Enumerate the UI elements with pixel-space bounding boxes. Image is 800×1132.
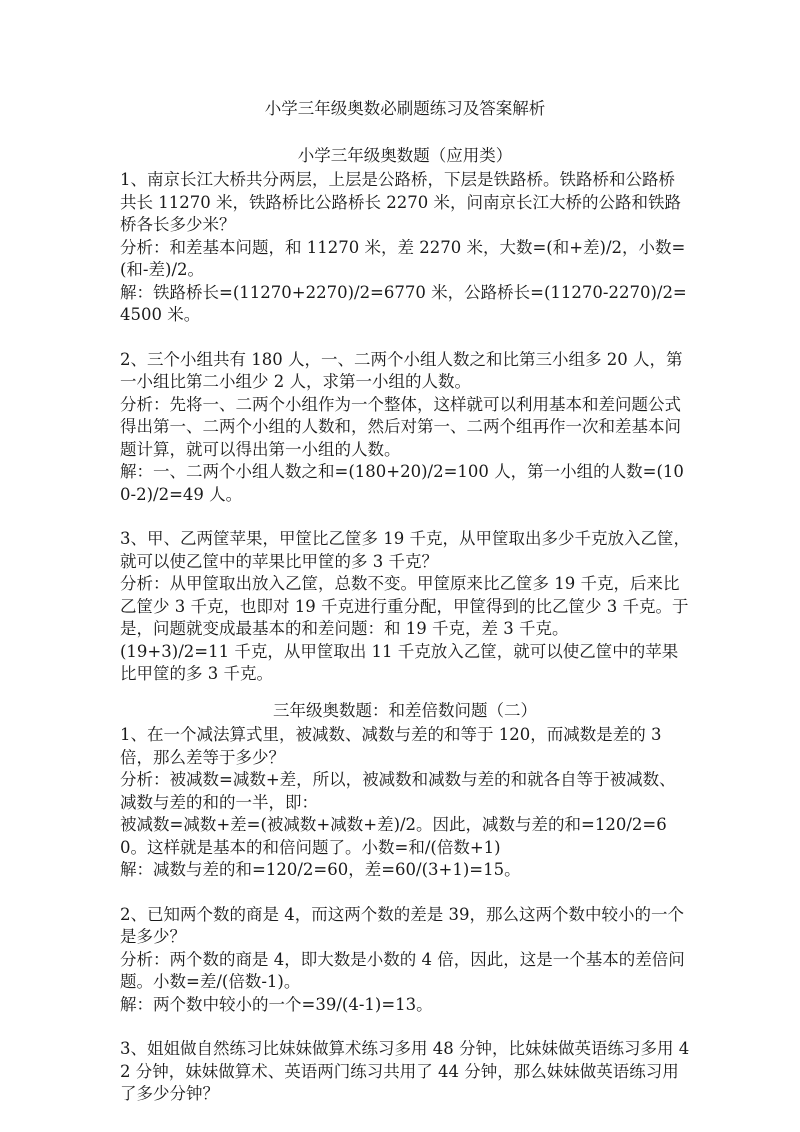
problem-solution: 解：两个数中较小的一个=39/(4-1)=13。 <box>120 994 433 1014</box>
document-title: 小学三年级奥数必刷题练习及答案解析 <box>264 99 546 118</box>
problem-solution: 解：铁路桥长=(11270+2270)/2=6770 米，公路桥长=(11270-2270)/2=4500 米。 <box>120 282 687 324</box>
section-applied <box>120 145 690 686</box>
document-content <box>120 98 690 1128</box>
problem-question: 2、已知两个数的商是 4，而这两个数的差是 39，那么这两个数中较小的一个是多少？ <box>120 904 684 946</box>
section-sum-difference-multiple <box>120 700 690 1106</box>
problem-2 <box>120 349 690 507</box>
section-heading: 三年级奥数题：和差倍数问题（二） <box>273 700 537 720</box>
problem-analysis: 分析：从甲筐取出放入乙筐，总数不变。甲筐原来比乙筐多 19 千克，后来比乙筐少 3 千克，也即对 19 千克进行重分配，甲筐得到的比乙筐少 3 千克。于是，问题就变成最基本的和差问题：和 19 千克，差 3 千克。 <box>120 574 689 638</box>
problem-1 <box>120 724 690 882</box>
problem-solution: (19+3)/2=11 千克，从甲筐取出 11 千克放入乙筐，就可以使乙筐中的苹果比甲筐的多 3 千克。 <box>120 641 679 683</box>
problem-analysis: 分析：先将一、二两个小组作为一个整体，这样就可以利用基本和差问题公式得出第一、二两个小组的人数和，然后对第一、二两个组再作一次和差基本问题计算，就可以得出第一小组的人数。 <box>120 394 681 459</box>
problem-analysis-continued: 被减数=减数+差=(被减数+减数+差)/2。因此，减数与差的和=120/2=60。这样就是基本的和倍问题了。小数=和/(倍数+1) <box>120 815 667 857</box>
problem-solution: 解：一、二两个小组人数之和=(180+20)/2=100 人，第一小组的人数=(100-2)/2=49 人。 <box>120 462 684 504</box>
problem-2 <box>120 904 690 1017</box>
problem-3 <box>120 1038 690 1106</box>
problem-question: 1、在一个减法算式里，被减数、减数与差的和等于 120，而减数是差的 3 倍，那么差等于多少？ <box>120 725 662 767</box>
problem-solution: 解：减数与差的和=120/2=60，差=60/(3+1)=15。 <box>120 860 521 879</box>
problem-1 <box>120 169 690 327</box>
problem-analysis: 分析：被减数=减数+差，所以，被减数和减数与差的和就各自等于被减数、减数与差的和的一半，即： <box>120 770 676 812</box>
problem-question: 3、甲、乙两筐苹果，甲筐比乙筐多 19 千克，从甲筐取出多少千克放入乙筐，就可以使乙筐中的苹果比甲筐的多 3 千克？ <box>120 529 690 571</box>
problem-analysis: 分析：和差基本问题，和 11270 米，差 2270 米，大数=(和+差)/2，小数=(和-差)/2。 <box>120 237 686 279</box>
problem-analysis: 分析：两个数的商是 4，即大数是小数的 4 倍，因此，这是一个基本的差倍问题。小数=差/(倍数-1)。 <box>120 949 685 991</box>
problem-question: 3、姐姐做自然练习比妹妹做算术练习多用 48 分钟，比妹妹做英语练习多用 42 分钟，妹妹做算术、英语两门练习共用了 44 分钟，那么妹妹做英语练习用了多少分钟？ <box>120 1039 690 1103</box>
problem-3 <box>120 528 690 686</box>
problem-question: 1、南京长江大桥共分两层，上层是公路桥，下层是铁路桥。铁路桥和公路桥共长 11270 米，铁路桥比公路桥长 2270 米，问南京长江大桥的公路和铁路桥各长多少米？ <box>120 170 681 234</box>
section-heading: 小学三年级奥数题（应用类） <box>297 145 513 165</box>
problem-question: 2、三个小组共有 180 人，一、二两个小组人数之和比第三小组多 20 人，第一小组比第二小组少 2 人，求第一小组的人数。 <box>120 349 683 391</box>
